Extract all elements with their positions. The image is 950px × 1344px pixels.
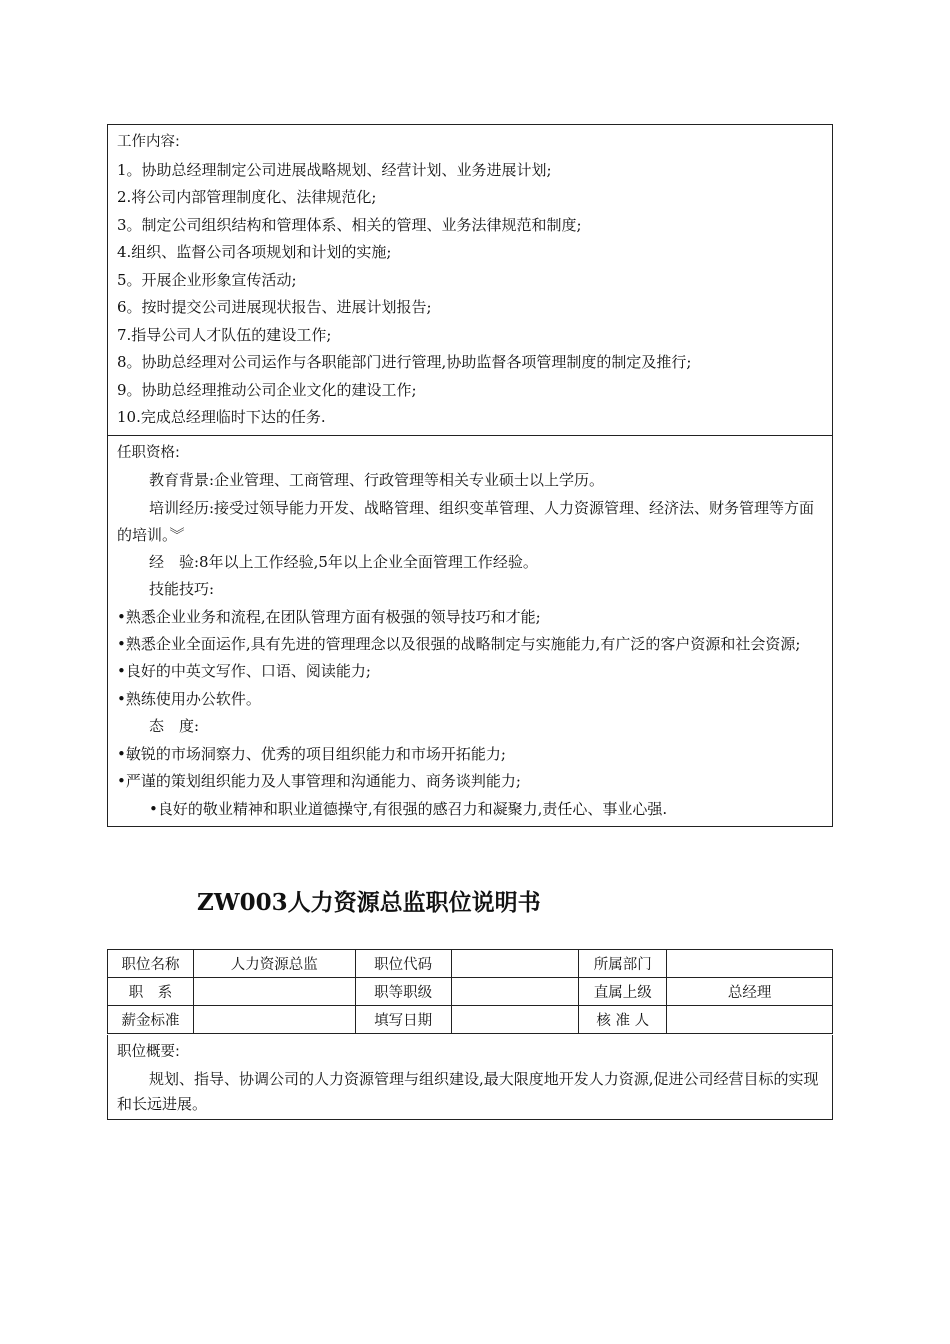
position-name-value: 人力资源总监 <box>193 950 355 978</box>
salary-label: 薪金标准 <box>108 1006 194 1034</box>
supervisor-value: 总经理 <box>667 978 833 1006</box>
qualifications-heading: 任职资格: <box>117 444 180 461</box>
skill-item: •良好的中英文写作、口语、阅读能力; <box>117 662 371 680</box>
document-title: ZW003人力资源总监职位说明书 <box>197 889 541 916</box>
duty-item: 9。协助总经理推动公司企业文化的建设工作; <box>117 380 417 399</box>
salary-value <box>193 1006 355 1034</box>
duty-item: 7.指导公司人才队伍的建设工作; <box>117 325 332 344</box>
experience-text: 经 验:8年以上工作经验,5年以上企业全面管理工作经验。 <box>149 552 538 571</box>
duty-item: 8。协助总经理对公司运作与各职能部门进行管理,协助监督各项管理制度的制定及推行; <box>117 353 692 371</box>
attitude-item: •敏锐的市场洞察力、优秀的项目组织能力和市场开拓能力; <box>117 744 506 763</box>
approver-value <box>667 1006 833 1034</box>
attitude-item: •严谨的策划组织能力及人事管理和沟通能力、商务谈判能力; <box>117 772 521 790</box>
position-name-label: 职位名称 <box>108 950 194 978</box>
approver-label: 核 准 人 <box>579 1006 667 1034</box>
summary-box <box>107 1035 833 1120</box>
duty-item: 6。按时提交公司进展现状报告、进展计划报告; <box>117 298 432 316</box>
supervisor-label: 直属上级 <box>579 978 667 1006</box>
duties-section <box>108 125 832 435</box>
job-series-value <box>193 978 355 1006</box>
duties-heading: 工作内容: <box>117 134 180 150</box>
position-info-table <box>107 949 833 1034</box>
summary-heading: 职位概要: <box>117 1044 180 1060</box>
grade-label: 职等职级 <box>355 978 451 1006</box>
training-text: 培训经历:接受过领导能力开发、战略管理、组织变革管理、人力资源管理、经济法、财务管理等方面的培训。︾ <box>117 498 815 544</box>
fill-date-label: 填写日期 <box>355 1006 451 1034</box>
position-code-value <box>451 950 579 978</box>
fill-date-value <box>451 1006 579 1034</box>
duty-item: 4.组织、监督公司各项规划和计划的实施; <box>117 243 392 261</box>
job-series-label: 职 系 <box>108 978 194 1006</box>
job-description-box <box>107 124 833 827</box>
table-row <box>108 950 833 978</box>
attitude-label: 态 度: <box>149 717 200 735</box>
skill-item: •熟练使用办公软件。 <box>117 689 261 708</box>
duty-item: 2.将公司内部管理制度化、法律规范化; <box>117 188 377 206</box>
education-text: 教育背景:企业管理、工商管理、行政管理等相关专业硕士以上学历。 <box>149 471 605 489</box>
department-label: 所属部门 <box>579 950 667 978</box>
skill-item: •熟悉企业业务和流程,在团队管理方面有极强的领导技巧和才能; <box>117 607 541 626</box>
qualifications-section <box>108 435 832 827</box>
skills-label: 技能技巧: <box>149 580 215 598</box>
skill-item: •熟悉企业全面运作,具有先进的管理理念以及很强的战略制定与实施能力,有广泛的客户资源和社会资源; <box>117 635 801 653</box>
grade-value <box>451 978 579 1006</box>
duty-item: 1。协助总经理制定公司进展战略规划、经营计划、业务进展计划; <box>117 160 552 179</box>
table-row <box>108 978 833 1006</box>
summary-text: 规划、指导、协调公司的人力资源管理与组织建设,最大限度地开发人力资源,促进公司经营目标的实现和长远进展。 <box>117 1069 819 1113</box>
position-code-label: 职位代码 <box>355 950 451 978</box>
duty-item: 5。开展企业形象宣传活动; <box>117 270 297 289</box>
attitude-item: •良好的敬业精神和职业道德操守,有很强的感召力和凝聚力,责任心、事业心强. <box>149 799 668 818</box>
duty-item: 3。制定公司组织结构和管理体系、相关的管理、业务法律规范和制度; <box>117 215 582 234</box>
duty-item: 10.完成总经理临时下达的任务. <box>117 408 326 426</box>
department-value <box>667 950 833 978</box>
summary-section <box>108 1035 832 1119</box>
table-row <box>108 1006 833 1034</box>
